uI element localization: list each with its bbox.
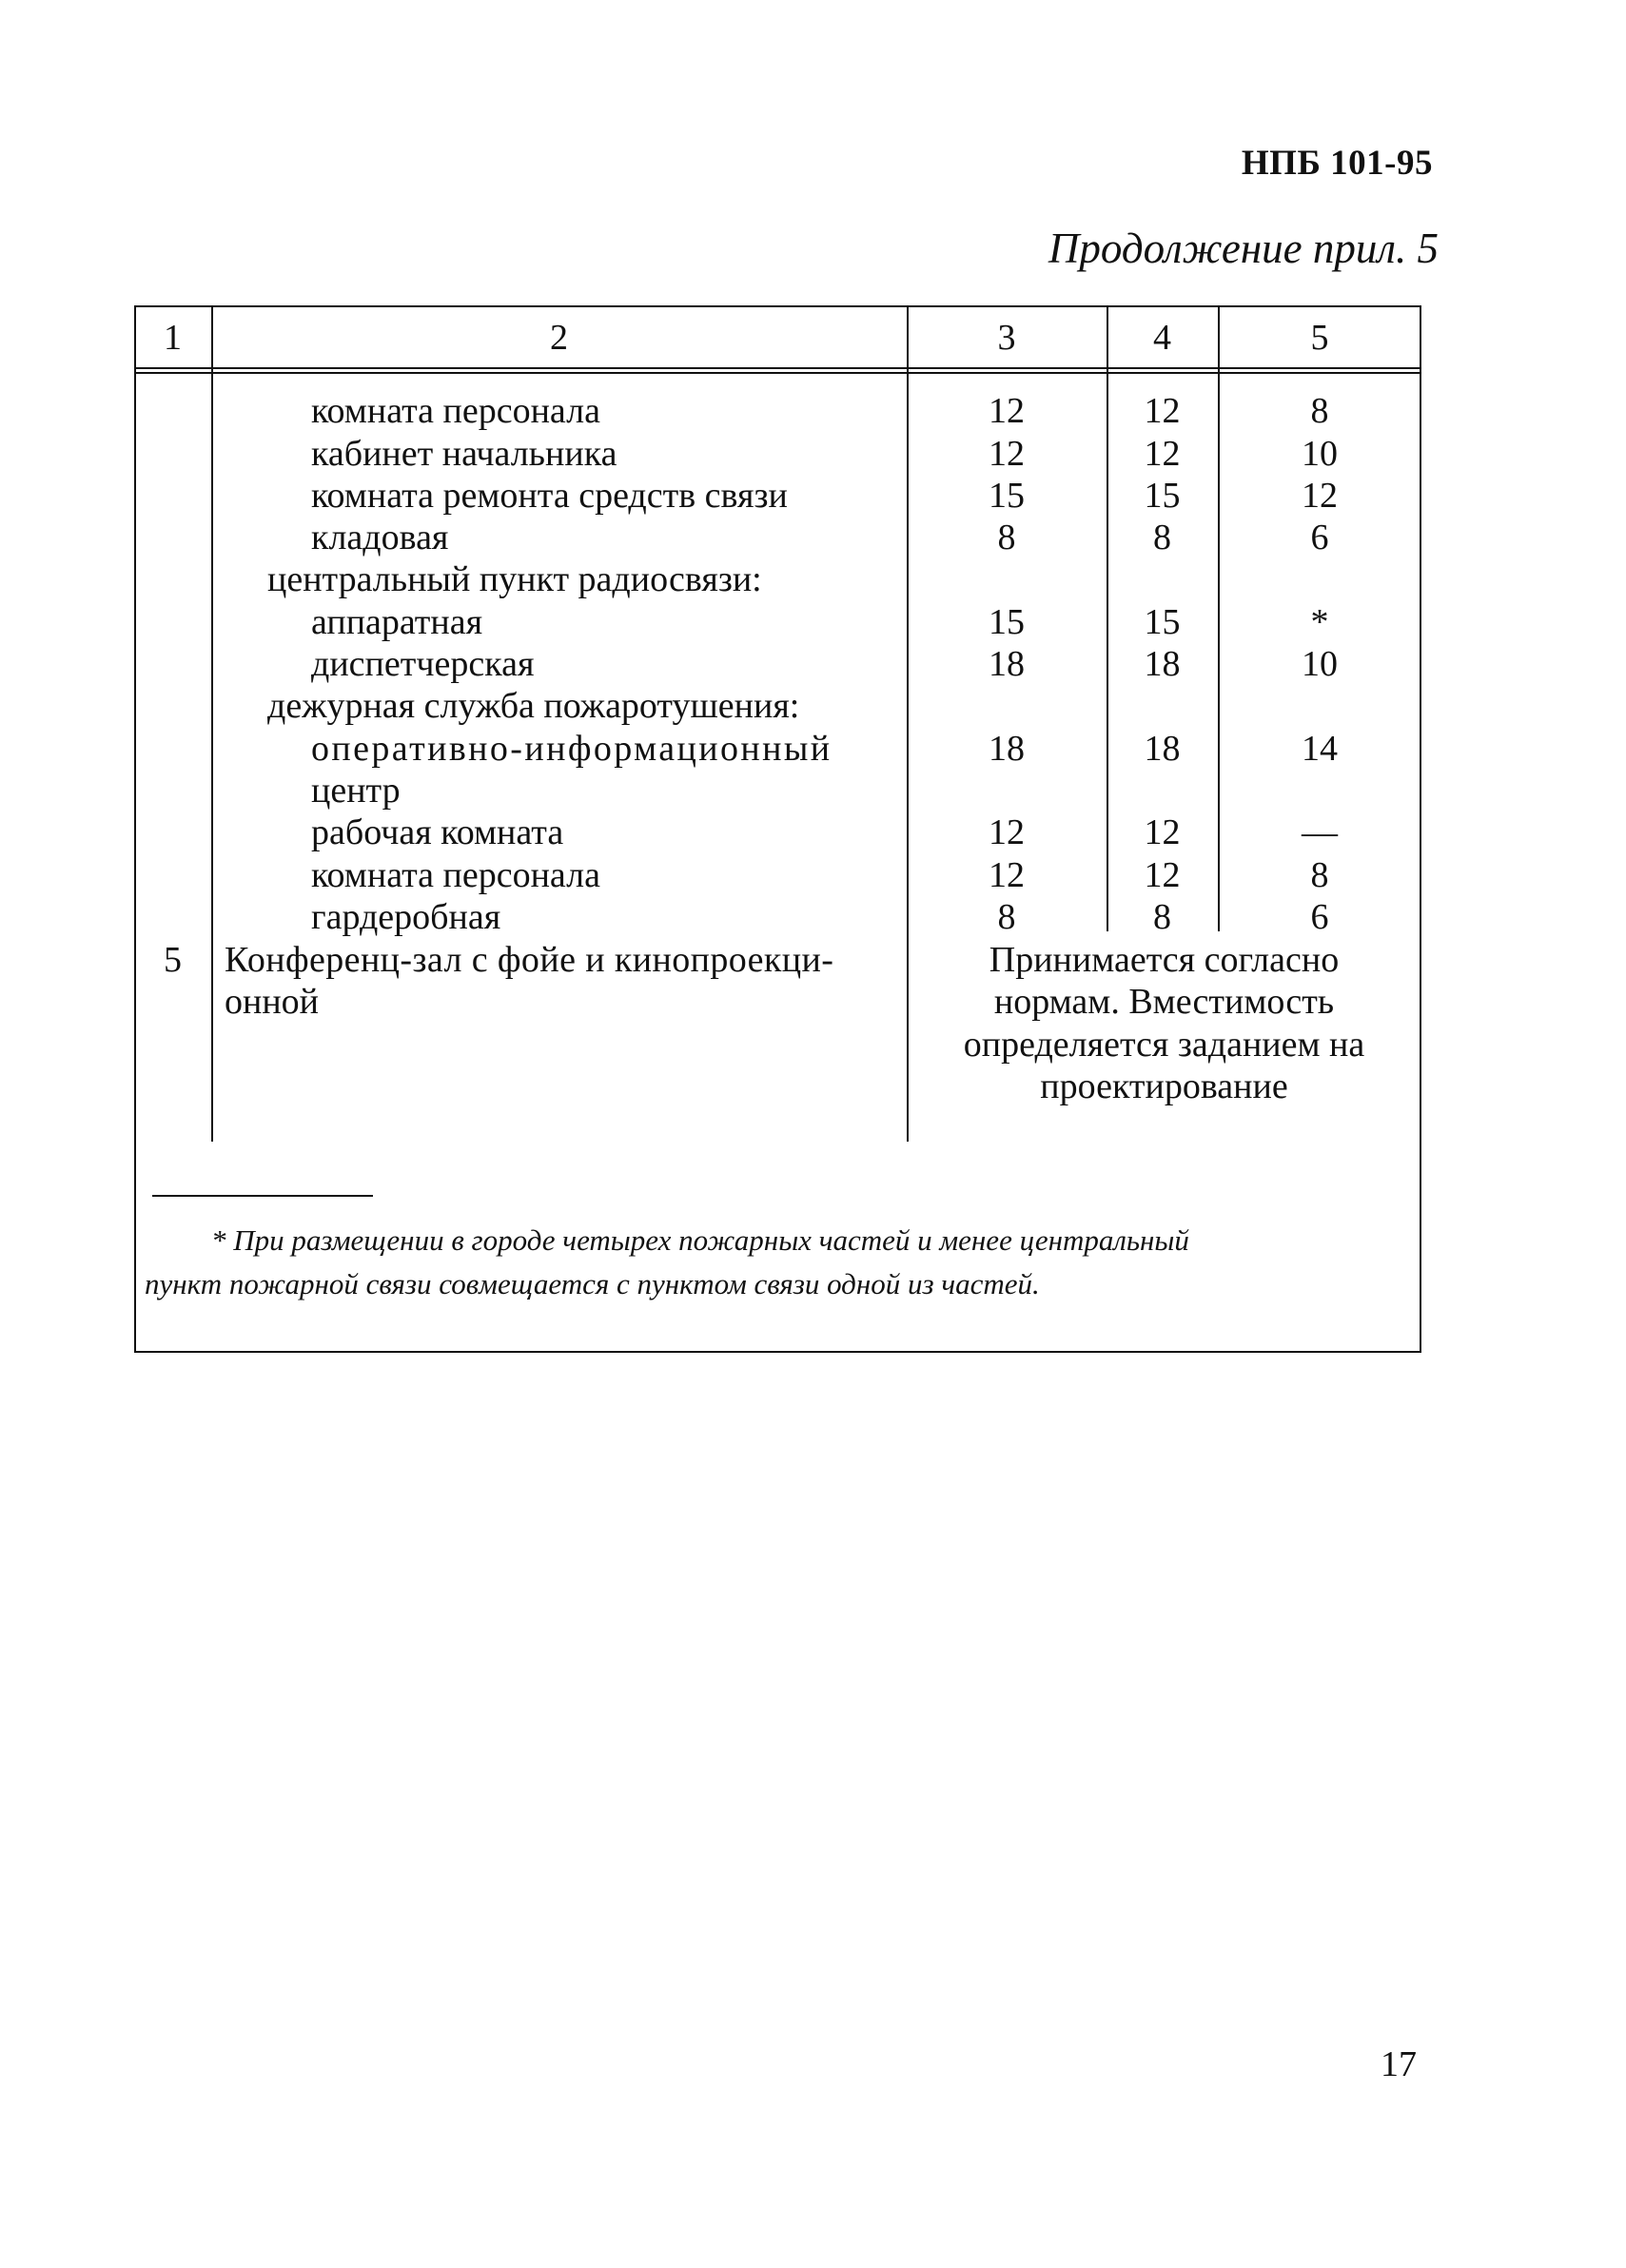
value-col3: 8 xyxy=(997,897,1016,937)
column-header-4: 4 xyxy=(1153,318,1171,358)
value-col5: 6 xyxy=(1310,518,1329,557)
value-col4: 15 xyxy=(1144,476,1181,516)
value-col4: 12 xyxy=(1144,812,1181,852)
footnote-separator xyxy=(152,1195,373,1197)
value-col4: 12 xyxy=(1144,391,1181,431)
value-col5: — xyxy=(1302,812,1338,852)
value-col4: 12 xyxy=(1144,434,1181,474)
merged-note: нормам. Вместимость xyxy=(993,982,1335,1022)
value-col5: 14 xyxy=(1302,729,1338,769)
value-col3: 18 xyxy=(989,729,1025,769)
value-col3: 12 xyxy=(989,391,1025,431)
page-number: 17 xyxy=(1381,2044,1417,2084)
footnote-line: пункт пожарной связи совмещается с пунктом связи одной из частей. xyxy=(145,1267,1040,1300)
room-name: кабинет начальника xyxy=(311,434,617,474)
header-rule-bottom xyxy=(134,372,1421,374)
value-col4: 12 xyxy=(1144,855,1181,895)
footnote-line: * При размещении в городе четырех пожарных частей и менее центральный xyxy=(211,1223,1189,1257)
value-col5: 8 xyxy=(1310,391,1329,431)
value-col3: 12 xyxy=(989,434,1025,474)
room-name: комната персонала xyxy=(311,855,600,895)
column-header-5: 5 xyxy=(1310,318,1329,358)
appendix-continuation-title: Продолжение прил. 5 xyxy=(1048,225,1439,272)
value-col3: 15 xyxy=(989,602,1025,642)
value-col5: 8 xyxy=(1310,855,1329,895)
value-col3: 18 xyxy=(989,644,1025,684)
merged-note: проектирование xyxy=(1040,1066,1288,1106)
value-col4: 18 xyxy=(1144,644,1181,684)
room-name: гардеробная xyxy=(311,897,501,937)
merged-note: Принимается согласно xyxy=(989,940,1340,980)
document-code: НПБ 101-95 xyxy=(1241,144,1433,183)
room-name: аппаратная xyxy=(311,602,483,642)
room-name: комната персонала xyxy=(311,391,600,431)
merged-note: определяется заданием на xyxy=(963,1025,1365,1065)
footnote xyxy=(145,1219,1410,1306)
col-divider-1 xyxy=(211,305,213,1142)
value-col5: * xyxy=(1310,602,1329,642)
value-col3: 12 xyxy=(989,855,1025,895)
room-name: комната ремонта средств связи xyxy=(311,476,788,516)
value-col5: 10 xyxy=(1302,434,1338,474)
room-name-continuation: центр xyxy=(311,771,401,811)
group-heading: центральный пункт радиосвязи: xyxy=(267,559,762,599)
value-col4: 18 xyxy=(1144,729,1181,769)
value-col5: 12 xyxy=(1302,476,1338,516)
room-name: Конференц-зал с фойе и кинопроекци- xyxy=(225,940,834,980)
column-header-3: 3 xyxy=(997,318,1016,358)
column-header-2: 2 xyxy=(550,318,568,358)
column-header-1: 1 xyxy=(164,318,182,358)
room-name-continuation: онной xyxy=(225,982,320,1022)
row-number: 5 xyxy=(164,940,182,980)
room-name: кладовая xyxy=(311,518,449,557)
value-col3: 15 xyxy=(989,476,1025,516)
value-col5: 10 xyxy=(1302,644,1338,684)
value-col3: 8 xyxy=(997,518,1016,557)
header-rule-top xyxy=(134,367,1421,369)
value-col4: 8 xyxy=(1153,897,1171,937)
room-name: оперативно-информационный xyxy=(311,729,833,769)
value-col4: 8 xyxy=(1153,518,1171,557)
room-name: рабочая комната xyxy=(311,812,564,852)
value-col3: 12 xyxy=(989,812,1025,852)
value-col4: 15 xyxy=(1144,602,1181,642)
room-name: диспетчерская xyxy=(311,644,535,684)
value-col5: 6 xyxy=(1310,897,1329,937)
group-heading: дежурная служба пожаротушения: xyxy=(267,686,800,726)
